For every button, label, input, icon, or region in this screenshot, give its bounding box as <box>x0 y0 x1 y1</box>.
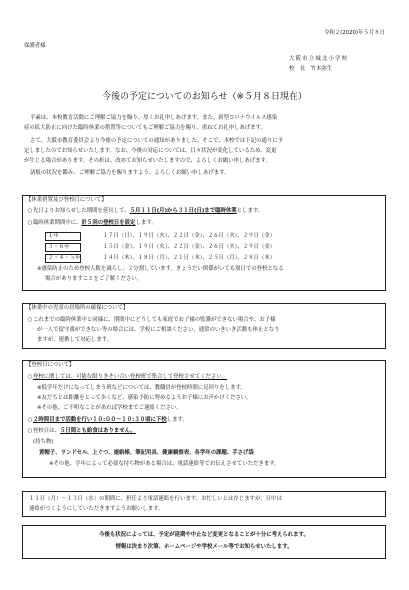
intro-line: 定しましたのでお知らせいたします。なお、今後の対応については、日々状況が変化しているため、変更 <box>24 148 277 154</box>
contact-line: １１日（月）～１３日（水）の期間に、担任より電話連絡を行います。お忙しいとは存じますが、日中は <box>29 496 282 502</box>
intro-line: 症の拡大防止に向けた臨時休業の措置等についてもご理解ご協力を賜り、重ねてお礼申しあげます。 <box>24 125 266 131</box>
grade-label: １年 <box>45 232 81 241</box>
section-heading: 【休業中の児童の居場所の確保について】 <box>26 305 129 311</box>
issue-date: 令和２(2020)年５月８日 <box>323 30 385 36</box>
page-title: 今後の予定についてのお知らせ（※５月８日現在） <box>101 92 308 102</box>
childcare-section <box>22 303 386 349</box>
school-days-item: ○臨時休業期間中に、計５回の登校日を設定します。 <box>27 220 157 226</box>
bring-items: 黄帽子、ランドセル、上ぐつ、連絡帳、筆記用具、健康観察表、各学年の課題、手さげ袋 <box>39 450 254 456</box>
section-heading: 【登校日について】 <box>26 362 75 368</box>
recipient: 保護者様 <box>24 43 46 49</box>
circle-icon: ○ <box>27 374 33 380</box>
note-line: ※感染防止のため登校人数を減らし、２分割しています。きょうだい関係がいても別日での登校となる <box>37 266 284 272</box>
circle-icon: ○ <box>27 317 33 323</box>
circle-icon: ○ <box>27 417 33 423</box>
bring-note: ※その他、学年によって必要な持ち物がある場合は、電話連絡等でお伝えさせていただきます。 <box>49 461 280 467</box>
footer-line: 今後も状況によっては、予定が延期や中止など変更となることが十分に考えられます。 <box>99 532 309 538</box>
schedule-dates: １４日（木）、１８日（月）、２１日（木）、２５日（月）、２８日（木） <box>102 255 276 261</box>
schedule-dates: １５日（金）、１９日（火）、２２日（金）、２６日（火）、２９日（金） <box>102 244 276 250</box>
schedule-row <box>45 232 275 241</box>
schedule-dates: １７日（日）、１９日（火）、２２日（金）、２６日（火）、２９日（金） <box>102 233 276 239</box>
school-day-item: ○登校に関しては、可能な限りきそい合い登校班で集合して登校させてください。 <box>27 374 228 380</box>
childcare-line: が一人で留守番ができない等の場合には、学校にご相談ください。通常のいきいき活動も休止となり <box>37 327 280 333</box>
section-heading: 【休業措置及び登校日について】 <box>26 197 107 203</box>
circle-icon: ○ <box>27 220 33 226</box>
schedule-row <box>45 243 275 252</box>
bring-label: (持ち物) <box>33 439 54 445</box>
grade-label: ２・４・５年 <box>45 254 81 263</box>
closure-item: ○先日よりお知らせした期間を延長して、５月１１日(月)から３１日(日)まで臨時休業とします。 <box>27 208 264 214</box>
school-name: 大阪市立城北小学校 <box>289 56 349 62</box>
note-line: ※友だちとは距離をとって歩くなど、感染予防に努めるようお子様にお声かけください。 <box>37 395 252 401</box>
contact-notice <box>22 491 386 517</box>
note-line: 場合がありますことをご了解ください。 <box>45 276 143 282</box>
grade-label: ３・６年 <box>45 243 81 252</box>
intro-line: 平素は、本校教育活動にご理解ご協力を賜り、厚くお礼申しあげます。また、新型コロナウイルス感染 <box>30 115 278 121</box>
footer-notice <box>22 525 386 559</box>
intro-line: さて、大阪市教育委員会より今後の予定についての通知がありました。そこで、本校では下記の通りに予 <box>30 138 284 144</box>
childcare-line: ますが、連携して対応します。 <box>37 337 113 343</box>
circle-icon: ○ <box>27 428 33 434</box>
school-day-item: ○登校日は、５日間とも給食はありません。 <box>27 428 136 434</box>
circle-icon: ○ <box>27 208 33 214</box>
intro-line: 諸般の状況を鑑み、ご理解ご協力を賜りますよう、よろしくお願い申しあげます。 <box>30 170 230 176</box>
footer-line: 情報は決まり次第、ホームページや学校メール等でお知らせいたします。 <box>115 544 293 550</box>
school-day-section <box>22 360 386 478</box>
closure-section <box>22 195 386 291</box>
intro-line: が生じる場合があります。その折は、改めてお知らせいたしますので、よろしくお願い申しあげます。 <box>24 158 271 164</box>
note-line: ※その他、ご不明なことがあれば学校までご連絡ください。 <box>37 405 182 411</box>
schedule-row <box>45 254 275 263</box>
note-line: ※低学年だけになってしまう班などについては、教職員が登校時間に見回りをします。 <box>37 385 246 391</box>
principal-name: 校 長 竹本弥生 <box>289 66 333 72</box>
school-day-item: ○２時間目まで活動を行い１０:００～１０:３０頃に下校します。 <box>27 417 188 423</box>
contact-line: 連絡がつくようにしていただきますようお願いします。 <box>29 506 164 512</box>
childcare-line: ○これまでの臨時休業中と同様に、期間中にどうしても家庭でお子様の監護ができない場合や、お子様 <box>27 317 276 323</box>
